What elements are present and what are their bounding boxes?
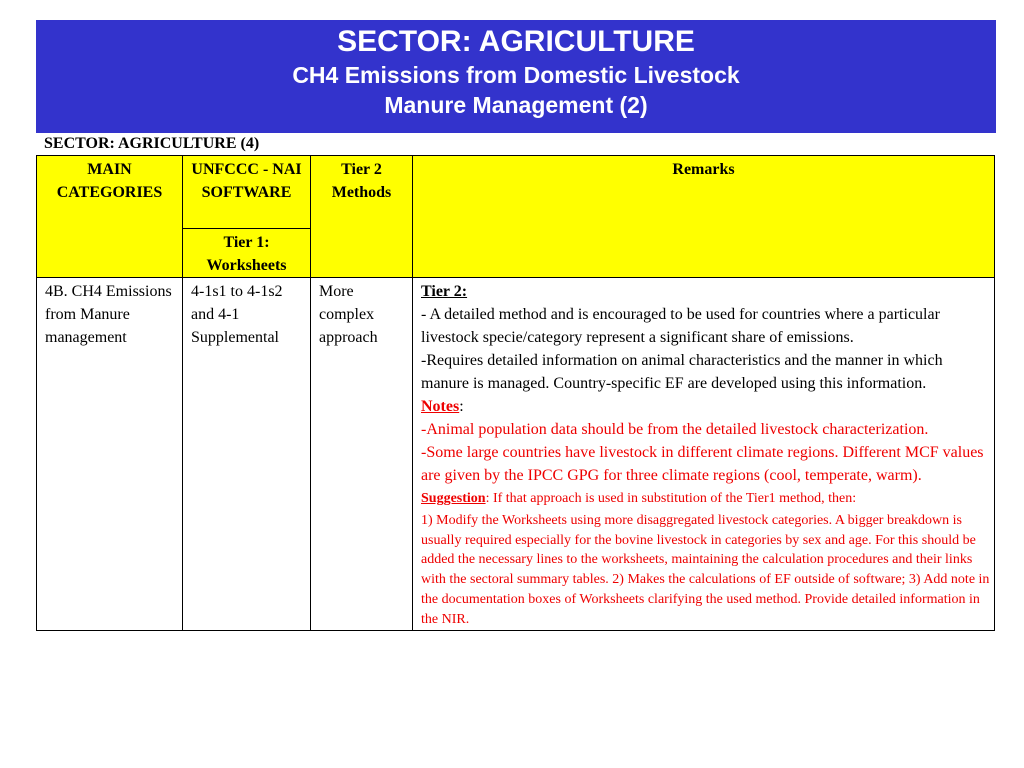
sector-label: SECTOR: AGRICULTURE (4) [44,135,260,152]
title-banner [36,20,996,133]
table-row [37,278,995,631]
header-tier2-methods: Tier 2 Methods [311,156,413,278]
cell-method: More complex approach [311,278,413,631]
suggestion-body: 1) Modify the Worksheets using more disaggregated livestock categories. A bigger breakdown is usually required especially for the bovine livestock in categories by sex and age. For this should be added the necessary lines to the worksheets, maintaining the calculation procedures and their links with the sectoral summary tables. 2) Makes the calculations of EF outside of software; 3) Add note in the documentation boxes of Worksheets clarifying the used method. Provide detailed information in the NIR. [421,512,990,627]
banner-title: SECTOR: AGRICULTURE [337,25,695,58]
cell-software: 4-1s1 to 4-1s2 and 4-1 Supplemental [183,278,311,631]
suggestion-label: Suggestion [421,491,486,506]
suggestion-text: : If that approach is used in substitution of the Tier1 method, then: [485,491,857,506]
cell-main-category: 4B. CH4 Emissions from Manure management [37,278,183,631]
notes-label: Notes [421,398,460,415]
methods-table [36,155,995,631]
banner-subtitle-2: Manure Management (2) [384,92,648,118]
header-tier1-worksheets: Tier 1: Worksheets [183,229,311,278]
tier2-text-1: - A detailed method and is encouraged to be used for countries where a particular livestock specie/category represent a significant share of emissions. [421,306,940,346]
note-2: -Some large countries have livestock in different climate regions. Different MCF values are given by the IPCC GPG for three climate regions (cool, temperate, warm). [421,444,984,484]
header-main-categories-cont [37,229,183,278]
notes-heading [421,395,990,418]
cell-remarks [413,278,995,631]
banner-subtitle-1: CH4 Emissions from Domestic Livestock [292,62,740,88]
header-unfccc: UNFCCC - NAI SOFTWARE [183,156,311,229]
header-row [37,156,995,229]
header-remarks: Remarks [413,156,995,278]
notes-colon: : [459,398,464,415]
suggestion [421,489,990,509]
tier2-label: Tier 2: [421,283,468,300]
header-main-categories: MAIN CATEGORIES [37,156,183,229]
note-1: -Animal population data should be from the detailed livestock characterization. [421,421,929,438]
tier2-text-2: -Requires detailed information on animal characteristics and the manner in which manure is managed. Country-specific EF are developed using this information. [421,352,943,392]
